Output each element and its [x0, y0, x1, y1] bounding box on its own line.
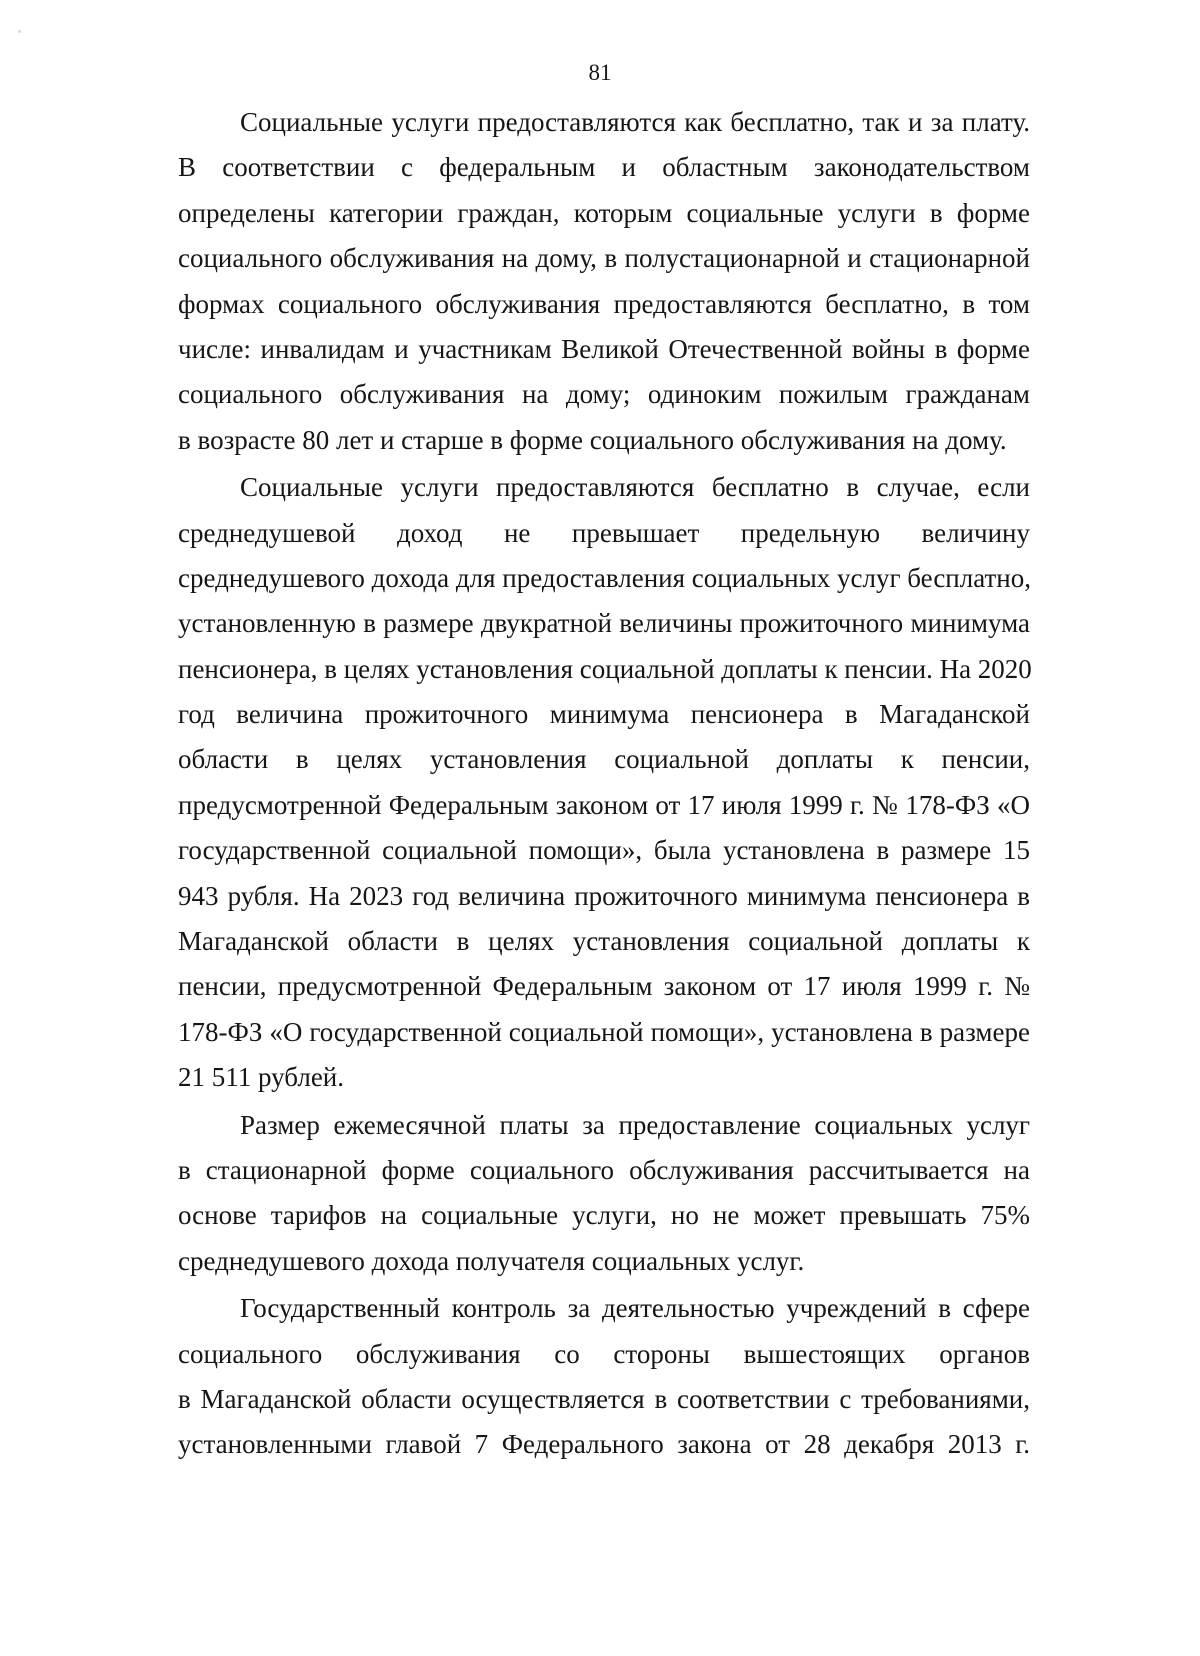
text-line: формах социального обслуживания предоставляются бесплатно, в том — [178, 288, 1030, 319]
text-line: год величина прожиточного минимума пенсионера в Магаданской — [178, 699, 1030, 730]
text-line: основе тарифов на социальные услуги, но не может превышать 75% — [178, 1200, 1030, 1231]
text-line: предусмотренной Федеральным законом от 17 июля 1999 г. № 178-ФЗ «О — [178, 789, 1030, 820]
paragraph-1 — [178, 100, 1030, 463]
text-line: пенсии, предусмотренной Федеральным законом от 17 июля 1999 г. № — [178, 971, 1030, 1002]
text-line: Государственный контроль за деятельностью учреждений в сфере — [240, 1293, 1030, 1324]
text-line: среднедушевого дохода получателя социальных услуг. — [178, 1245, 805, 1276]
text-line: 21 511 рублей. — [178, 1062, 345, 1093]
text-line: определены категории граждан, которым социальные услуги в форме — [178, 197, 1030, 228]
text-line: социального обслуживания со стороны вышестоящих органов — [178, 1338, 1030, 1369]
text-line: Социальные услуги предоставляются бесплатно в случае, если — [240, 472, 1030, 503]
text-line: области в целях установления социальной доплаты к пенсии, — [178, 744, 1030, 775]
text-line: числе: инвалидам и участникам Великой Отечественной войны в форме — [178, 333, 1030, 364]
text-line: 178-ФЗ «О государственной социальной помощи», установлена в размере — [178, 1016, 1030, 1047]
text-line: среднедушевой доход не превышает предельную величину — [178, 517, 1030, 548]
text-line: 943 рубля. На 2023 год величина прожиточного минимума пенсионера в — [178, 880, 1030, 911]
page-number: 81 — [588, 60, 612, 85]
paragraph-2 — [178, 465, 1030, 1100]
text-line: пенсионера, в целях установления социальной доплаты к пенсии. На 2020 — [178, 653, 1032, 684]
text-line: в Магаданской области осуществляется в соответствии с требованиями, — [178, 1383, 1030, 1414]
text-line: социального обслуживания на дому, в полустационарной и стационарной — [178, 243, 1030, 274]
paragraph-4 — [178, 1286, 1030, 1468]
text-line: установленными главой 7 Федерального закона от 28 декабря 2013 г. — [178, 1429, 1030, 1460]
text-line: В соответствии с федеральным и областным законодательством — [178, 152, 1030, 183]
text-line: Размер ежемесячной платы за предоставление социальных услуг — [240, 1109, 1030, 1140]
text-line: в стационарной форме социального обслуживания рассчитывается на — [178, 1154, 1030, 1185]
text-line: государственной социальной помощи», была установлена в размере 15 — [178, 835, 1030, 866]
text-line: среднедушевого дохода для предоставления социальных услуг бесплатно, — [178, 562, 1032, 593]
text-line: Социальные услуги предоставляются как бесплатно, так и за плату. — [240, 107, 1030, 137]
text-line: Магаданской области в целях установления социальной доплаты к — [178, 926, 1030, 957]
text-line: социального обслуживания на дому; одиноким пожилым гражданам — [178, 379, 1030, 410]
scan-speck — [18, 30, 21, 33]
body-text — [178, 100, 1030, 1468]
paragraph-3 — [178, 1103, 1030, 1285]
text-line: установленную в размере двукратной величины прожиточного минимума — [178, 608, 1030, 639]
text-line: в возрасте 80 лет и старше в форме социального обслуживания на дому. — [178, 424, 1007, 455]
